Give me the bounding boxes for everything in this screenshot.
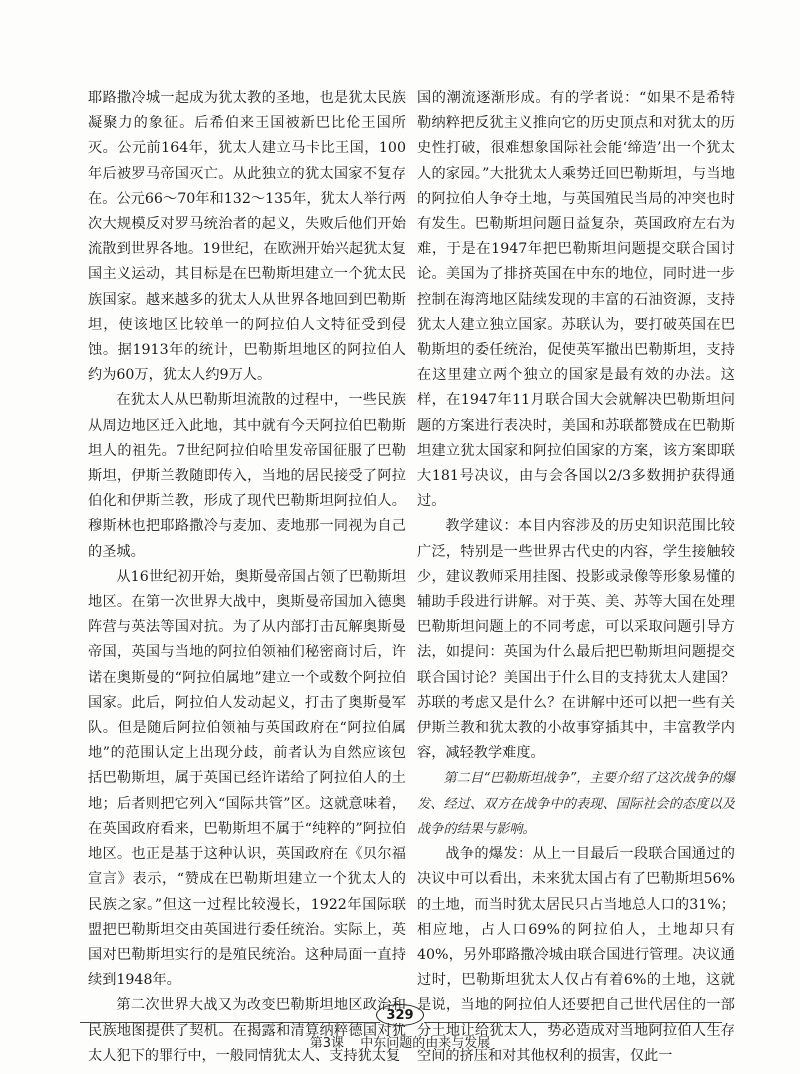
- right-text-column: [417, 86, 735, 1069]
- section-intro-note: 第二目“巴勒斯坦战争”，主要介绍了这次战争的爆发、经过、双方在战争中的表现、国际社会的态度以及战争的结果与影响。: [417, 771, 735, 837]
- paragraph: 第二次世界大战又为改变巴勒斯坦地区政治和民族地图提供了契机。在揭露和清算纳粹德国对犹太人犯下的罪行中，一般同情犹太人、支持犹太复: [88, 997, 406, 1064]
- running-footer: [0, 1032, 800, 1051]
- footer-divider-right: [424, 1022, 722, 1023]
- paragraph: 在犹太人从巴勒斯坦流散的过程中，一些民族从周边地区迁入此地，其中就有今天阿拉伯巴勒斯坦人的祖先。7世纪阿拉伯哈里发帝国征服了巴勒斯坦，伊斯兰教随即传入，当地的居民接受了阿拉伯化和伊斯兰教，形成了现代巴勒斯坦阿拉伯人。穆斯林也把耶路撒冷与麦加、麦地那一同视为自己的圣城。: [88, 392, 406, 560]
- lesson-number: 第3课: [309, 1036, 345, 1051]
- paragraph: 国的潮流逐渐形成。有的学者说：“如果不是希特勒纳粹把反犹主义推向它的历史顶点和对犹太的历史性打破，很难想象国际社会能‘缔造’出一个犹太人的家园。”大批犹太人乘势迁回巴勒斯坦，与当地的阿拉伯人争夺土地，与英国殖民当局的冲突也时有发生。巴勒斯坦问题日益复杂，英国政府左右为难，于是在1947年把巴勒斯坦问题提交联合国讨论。美国为了排挤英国在中东的地位，同时进一步控制在海湾地区陆续发现的丰富的石油资源，支持犹太人建立独立国家。苏联认为，要打破英国在巴勒斯坦的委任统治，促使英军撤出巴勒斯坦，支持在这里建立两个独立的国家是最有效的办法。这样，在1947年11月联合国大会就解决巴勒斯坦问题的方案进行表决时，美国和苏联都赞成在巴勒斯坦建立犹太国家和阿拉伯国家的方案，该方案即联大181号决议，由与会各国以2/3多数拥护获得通过。: [417, 90, 735, 510]
- page-number-badge: [376, 1004, 424, 1026]
- lesson-title: 中东问题的由来与发展: [360, 1036, 491, 1051]
- page-number: 329: [376, 1004, 424, 1026]
- paragraph: 耶路撒冷城一起成为犹太教的圣地，也是犹太民族凝聚力的象征。后希伯来王国被新巴比伦王国所灭。公元前164年，犹太人建立马卡比王国，100年后被罗马帝国灭亡。从此独立的犹太国家不复存在。公元66～70年和132～135年，犹太人举行两次大规模反对罗马统治者的起义，失败后他们开始流散到世界各地。19世纪，在欧洲开始兴起犹太复国主义运动，其目标是在巴勒斯坦建立一个犹太民族国家。越来越多的犹太人从世界各地回到巴勒斯坦，使该地区比较单一的阿拉伯人文特征受到侵蚀。据1913年的统计，巴勒斯坦地区的阿拉伯人约为60万，犹太人约9万人。: [88, 90, 406, 384]
- paragraph: 战争的爆发：从上一目最后一段联合国通过的决议中可以看出，未来犹太国占有了巴勒斯坦56%的土地，而当时犹太居民只占当地总人口的31%；相应地，占人口69%的阿拉伯人，土地却只有40%，另外耶路撒冷城由联合国进行管理。决议通过时，巴勒斯坦犹太人仅占有着6%的土地，这就是说，当地的阿拉伯人还要把自己世代居住的一部分土地让给犹太人，势必造成对当地阿拉伯人生存空间的挤压和对其他权利的损害，仅此一: [417, 846, 735, 1064]
- left-text-column: [88, 86, 406, 1069]
- footer-divider-left: [80, 1022, 380, 1023]
- teaching-suggestion-paragraph: 教学建议：本目内容涉及的历史知识范围比较广泛，特别是一些世界古代史的内容，学生接触较少，建议教师采用挂图、投影或录像等形象易懂的辅助手段进行讲解。对于英、美、苏等大国在处理巴勒斯坦问题上的不同考虑，可以采取问题引导方法，如提问：英国为什么最后把巴勒斯坦问题提交联合国讨论？美国出于什么目的支持犹太人建国？苏联的考虑又是什么？在讲解中还可以把一些有关伊斯兰教和犹太教的小故事穿插其中，丰富教学内容，减轻教学难度。: [417, 518, 735, 762]
- paragraph: 从16世纪初开始，奥斯曼帝国占领了巴勒斯坦地区。在第一次世界大战中，奥斯曼帝国加入德奥阵营与英法等国对抗。为了从内部打击瓦解奥斯曼帝国，英国与当地的阿拉伯领袖们秘密商讨后，许诺在奥斯曼的“阿拉伯属地”建立一个或数个阿拉伯国家。此后，阿拉伯人发动起义，打击了奥斯曼军队。但是随后阿拉伯领袖与英国政府在“阿拉伯属地”的范围认定上出现分歧，前者认为自然应该包括巴勒斯坦，属于英国已经许诺给了阿拉伯人的土地；后者则把它列入“国际共管”区。这就意味着，在英国政府看来，巴勒斯坦不属于“纯粹的”阿拉伯地区。也正是基于这种认识，英国政府在《贝尔福宣言》表示，“赞成在巴勒斯坦建立一个犹太人的民族之家。”但这一过程比较漫长，1922年国际联盟把巴勒斯坦交由英国进行委任统治。实际上，英国对巴勒斯坦实行的是殖民统治。这种局面一直持续到1948年。: [88, 568, 406, 989]
